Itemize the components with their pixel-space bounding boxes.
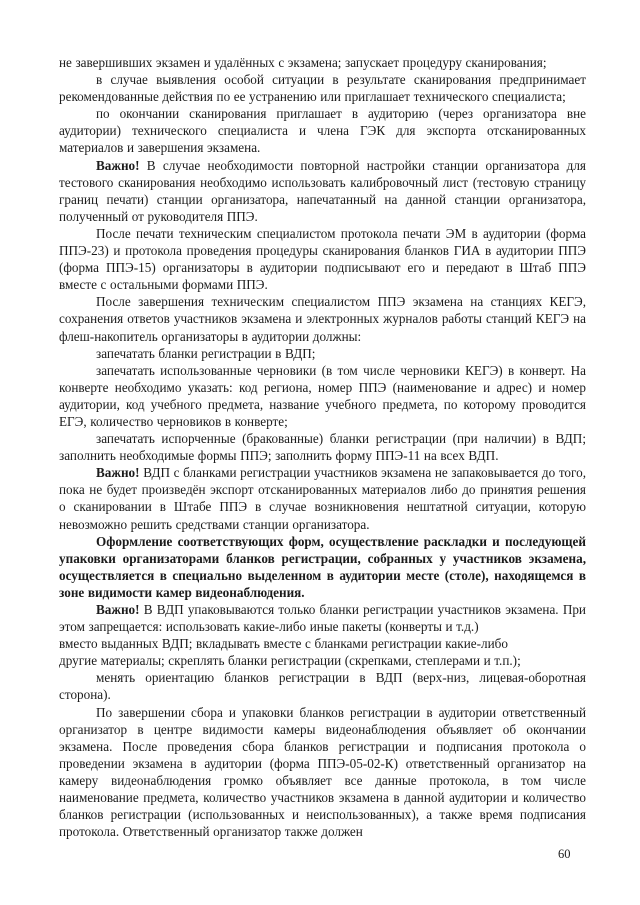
paragraph — [59, 225, 586, 293]
text-run: запечатать испорченные (бракованные) бланки регистрации (при наличии) в ВДП; заполнить необходимые формы ППЭ; заполнить форму ППЭ-11 на всех ВДП. — [59, 431, 586, 464]
text-run: другие материалы; скреплять бланки регистрации (скрепками, степлерами и т.п.); — [59, 653, 521, 669]
paragraph — [59, 157, 586, 225]
text-run: по окончании сканирования приглашает в аудиторию (через организатора вне аудитории) технического специалиста и члена ГЭК для экспорта отсканированных материалов и завершения экзамена. — [59, 106, 586, 156]
text-run: не завершивших экзамен и удалённых с экзамена; запускает процедуру сканирования; — [59, 55, 547, 70]
bold-text-run: Важно! — [96, 465, 140, 481]
text-run: ВДП с бланками регистрации участников экзамена не запаковывается до того, пока не будет произведён экспорт отсканированных материалов либо до принятия решения о сканировании в Штабе ППЭ в случае возникновения нештатной ситуации, которую невозможно решить средствами станции организатора. — [59, 465, 586, 532]
paragraph — [59, 704, 586, 841]
page-number: 60 — [558, 847, 571, 861]
text-run: После печати техническим специалистом протокола печати ЭМ в аудитории (форма ППЭ-23) и протокола проведения процедуры сканирования бланков ГИА в аудитории ППЭ (форма ППЭ-15) организаторы в аудитории подписывают его и передают в Штаб ППЭ вместе с остальными формами ППЭ. — [59, 225, 586, 293]
paragraph — [59, 362, 586, 430]
paragraph — [59, 669, 586, 703]
paragraph — [59, 601, 586, 669]
bold-text-run: Важно! — [96, 157, 140, 173]
paragraph — [59, 105, 586, 156]
text-run: В случае необходимости повторной настройки станции организатора для тестового сканирования необходимо использовать калибровочный лист (тестовую страницу границ печати) станции организатора, напечатанный на данной станции организатора, полученный от руководителя ППЭ. — [59, 157, 586, 224]
text-run: Оформление соответствующих форм, осуществление раскладки и последующей упаковки организаторами бланков регистрации, собранных у участников экзамена, осуществляется в специально выделенном в аудитории месте (столе), находящемся в зоне видимости камер видеонаблюдения. — [59, 533, 586, 600]
paragraph — [59, 54, 586, 71]
text-run: После завершения техническим специалистом ППЭ экзамена на станциях КЕГЭ, сохранения ответов участников экзамена и электронных журналов работы станций КЕГЭ на флеш-накопитель организаторы в аудитории должны: — [59, 294, 586, 344]
paragraph — [59, 293, 586, 344]
paragraph — [59, 345, 586, 362]
text-run: запечатать использованные черновики (в том числе черновики КЕГЭ) в конверт. На конверте необходимо указать: код региона, номер ППЭ (наименование и адрес) и номер аудитории, код учебного предмета, название учебного предмета, по которому проводится ЕГЭ, количество черновиков в конверте; — [59, 362, 586, 429]
paragraph — [59, 430, 586, 464]
bold-text-run: Важно! — [96, 602, 140, 617]
text-run: В ВДП упаковываются только бланки регистрации участников экзамена. При этом запрещается: использовать какие-либо иные пакеты (конверты и т.д.) — [59, 602, 586, 635]
paragraph — [59, 71, 586, 105]
text-run: менять ориентацию бланков регистрации в ВДП (верх-низ, лицевая-оборотная сторона). — [59, 670, 586, 703]
document-body — [59, 54, 586, 840]
paragraph — [59, 533, 586, 601]
text-run: в случае выявления особой ситуации в результате сканирования предпринимает рекомендованные действия по ее устранению или приглашает технического специалиста; — [59, 72, 586, 105]
text-run: вместо выданных ВДП; вкладывать вместе с бланками регистрации какие-либо — [59, 636, 508, 652]
text-run: По завершении сбора и упаковки бланков регистрации в аудитории ответственный организатор в центре видимости камеры видеонаблюдения объявляет об окончании экзамена. После проведения сбора бланков регистрации и подписания протокола о проведении экзамена в аудитории (форма ППЭ-05-02-К) ответственный организатор на камеру видеонаблюдения громко объявляет все данные протокола, в том числе наименование предмета, количество участников экзамена в данной аудитории и количество бланков регистрации (использованных и неиспользованных), а также время подписания протокола. Ответственный организатор также должен — [59, 704, 586, 840]
paragraph — [59, 464, 586, 532]
text-run: запечатать бланки регистрации в ВДП; — [96, 345, 316, 361]
